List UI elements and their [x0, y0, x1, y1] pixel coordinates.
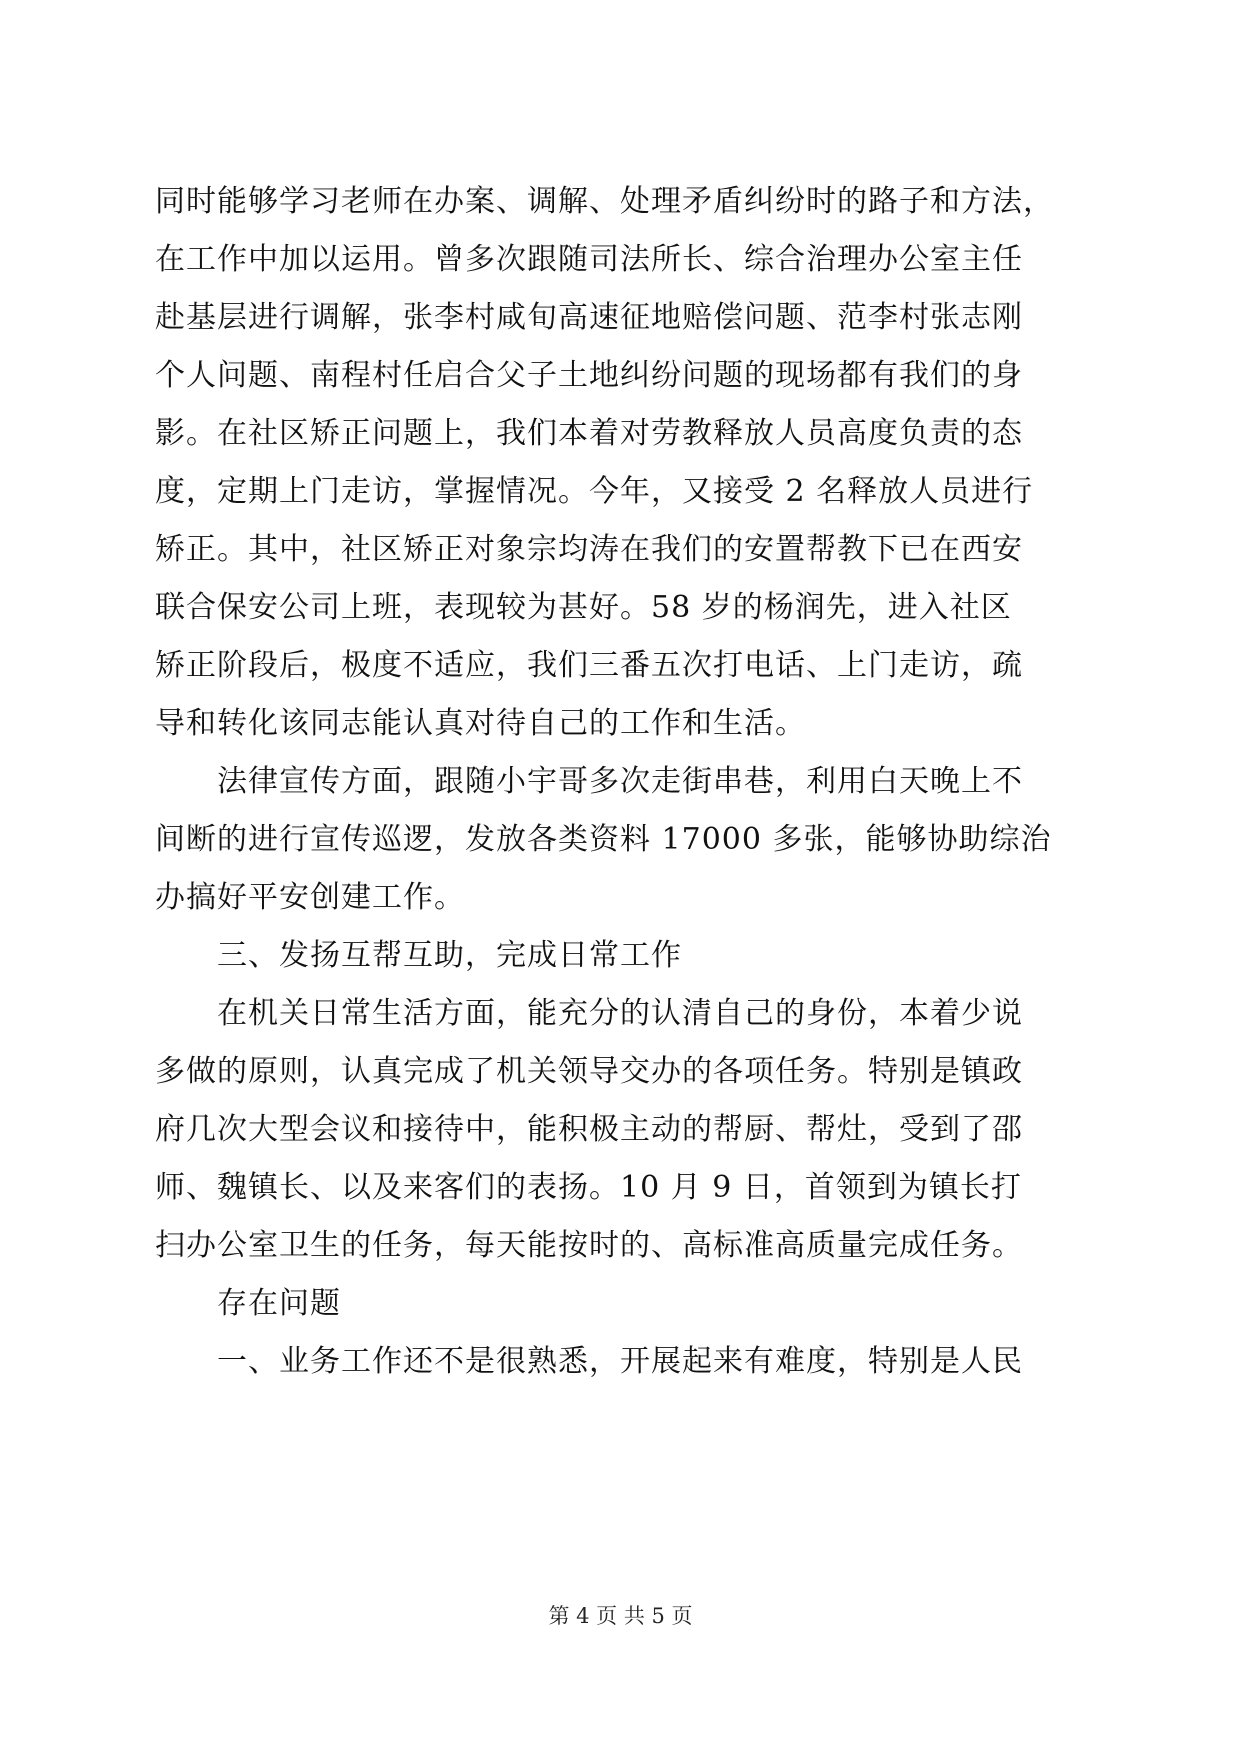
- text-line: 影。在社区矫正问题上，我们本着对劳教释放人员高度负责的态: [155, 416, 1023, 451]
- text-line: 赴基层进行调解，张李村咸旬高速征地赔偿问题、范李村张志刚: [155, 300, 1023, 335]
- text-line: 师、魏镇长、以及来客们的表扬。10 月 9 日，首领到为镇长打: [155, 1170, 1022, 1205]
- text-line: 矫正。其中，社区矫正对象宗均涛在我们的安置帮教下已在西安: [155, 532, 1023, 567]
- text-line: 扫办公室卫生的任务，每天能按时的、高标准高质量完成任务。: [155, 1228, 1023, 1263]
- section-heading: 存在问题: [155, 1286, 341, 1321]
- text-line: 在工作中加以运用。曾多次跟随司法所长、综合治理办公室主任: [155, 242, 1023, 277]
- text-line: 府几次大型会议和接待中，能积极主动的帮厨、帮灶，受到了邵: [155, 1112, 1023, 1147]
- text-line: 度，定期上门走访，掌握情况。今年，又接受 2 名释放人员进行: [155, 474, 1034, 509]
- text-line: 导和转化该同志能认真对待自己的工作和生活。: [155, 706, 806, 741]
- text-line: 矫正阶段后，极度不适应，我们三番五次打电话、上门走访，疏: [155, 648, 1023, 683]
- text-line: 联合保安公司上班，表现较为甚好。58 岁的杨润先，进入社区: [155, 590, 1012, 625]
- text-line: 在机关日常生活方面，能充分的认清自己的身份，本着少说: [155, 996, 1023, 1031]
- text-line: 同时能够学习老师在办案、调解、处理矛盾纠纷时的路子和方法，: [155, 184, 1054, 219]
- text-line: 个人问题、南程村任启合父子土地纠纷问题的现场都有我们的身: [155, 358, 1023, 393]
- text-line: 多做的原则，认真完成了机关领导交办的各项任务。特别是镇政: [155, 1054, 1023, 1089]
- text-line: 办搞好平安创建工作。: [155, 880, 465, 915]
- text-line: 间断的进行宣传巡逻，发放各类资料 17000 多张，能够协助综治: [155, 822, 1052, 857]
- text-line: 法律宣传方面，跟随小宇哥多次走街串巷，利用白天晚上不: [155, 764, 1023, 799]
- text-line: 一、业务工作还不是很熟悉，开展起来有难度，特别是人民: [155, 1344, 1023, 1379]
- page-footer: 第 4 页 共 5 页: [548, 1604, 693, 1628]
- section-heading: 三、发扬互帮互助，完成日常工作: [155, 938, 682, 973]
